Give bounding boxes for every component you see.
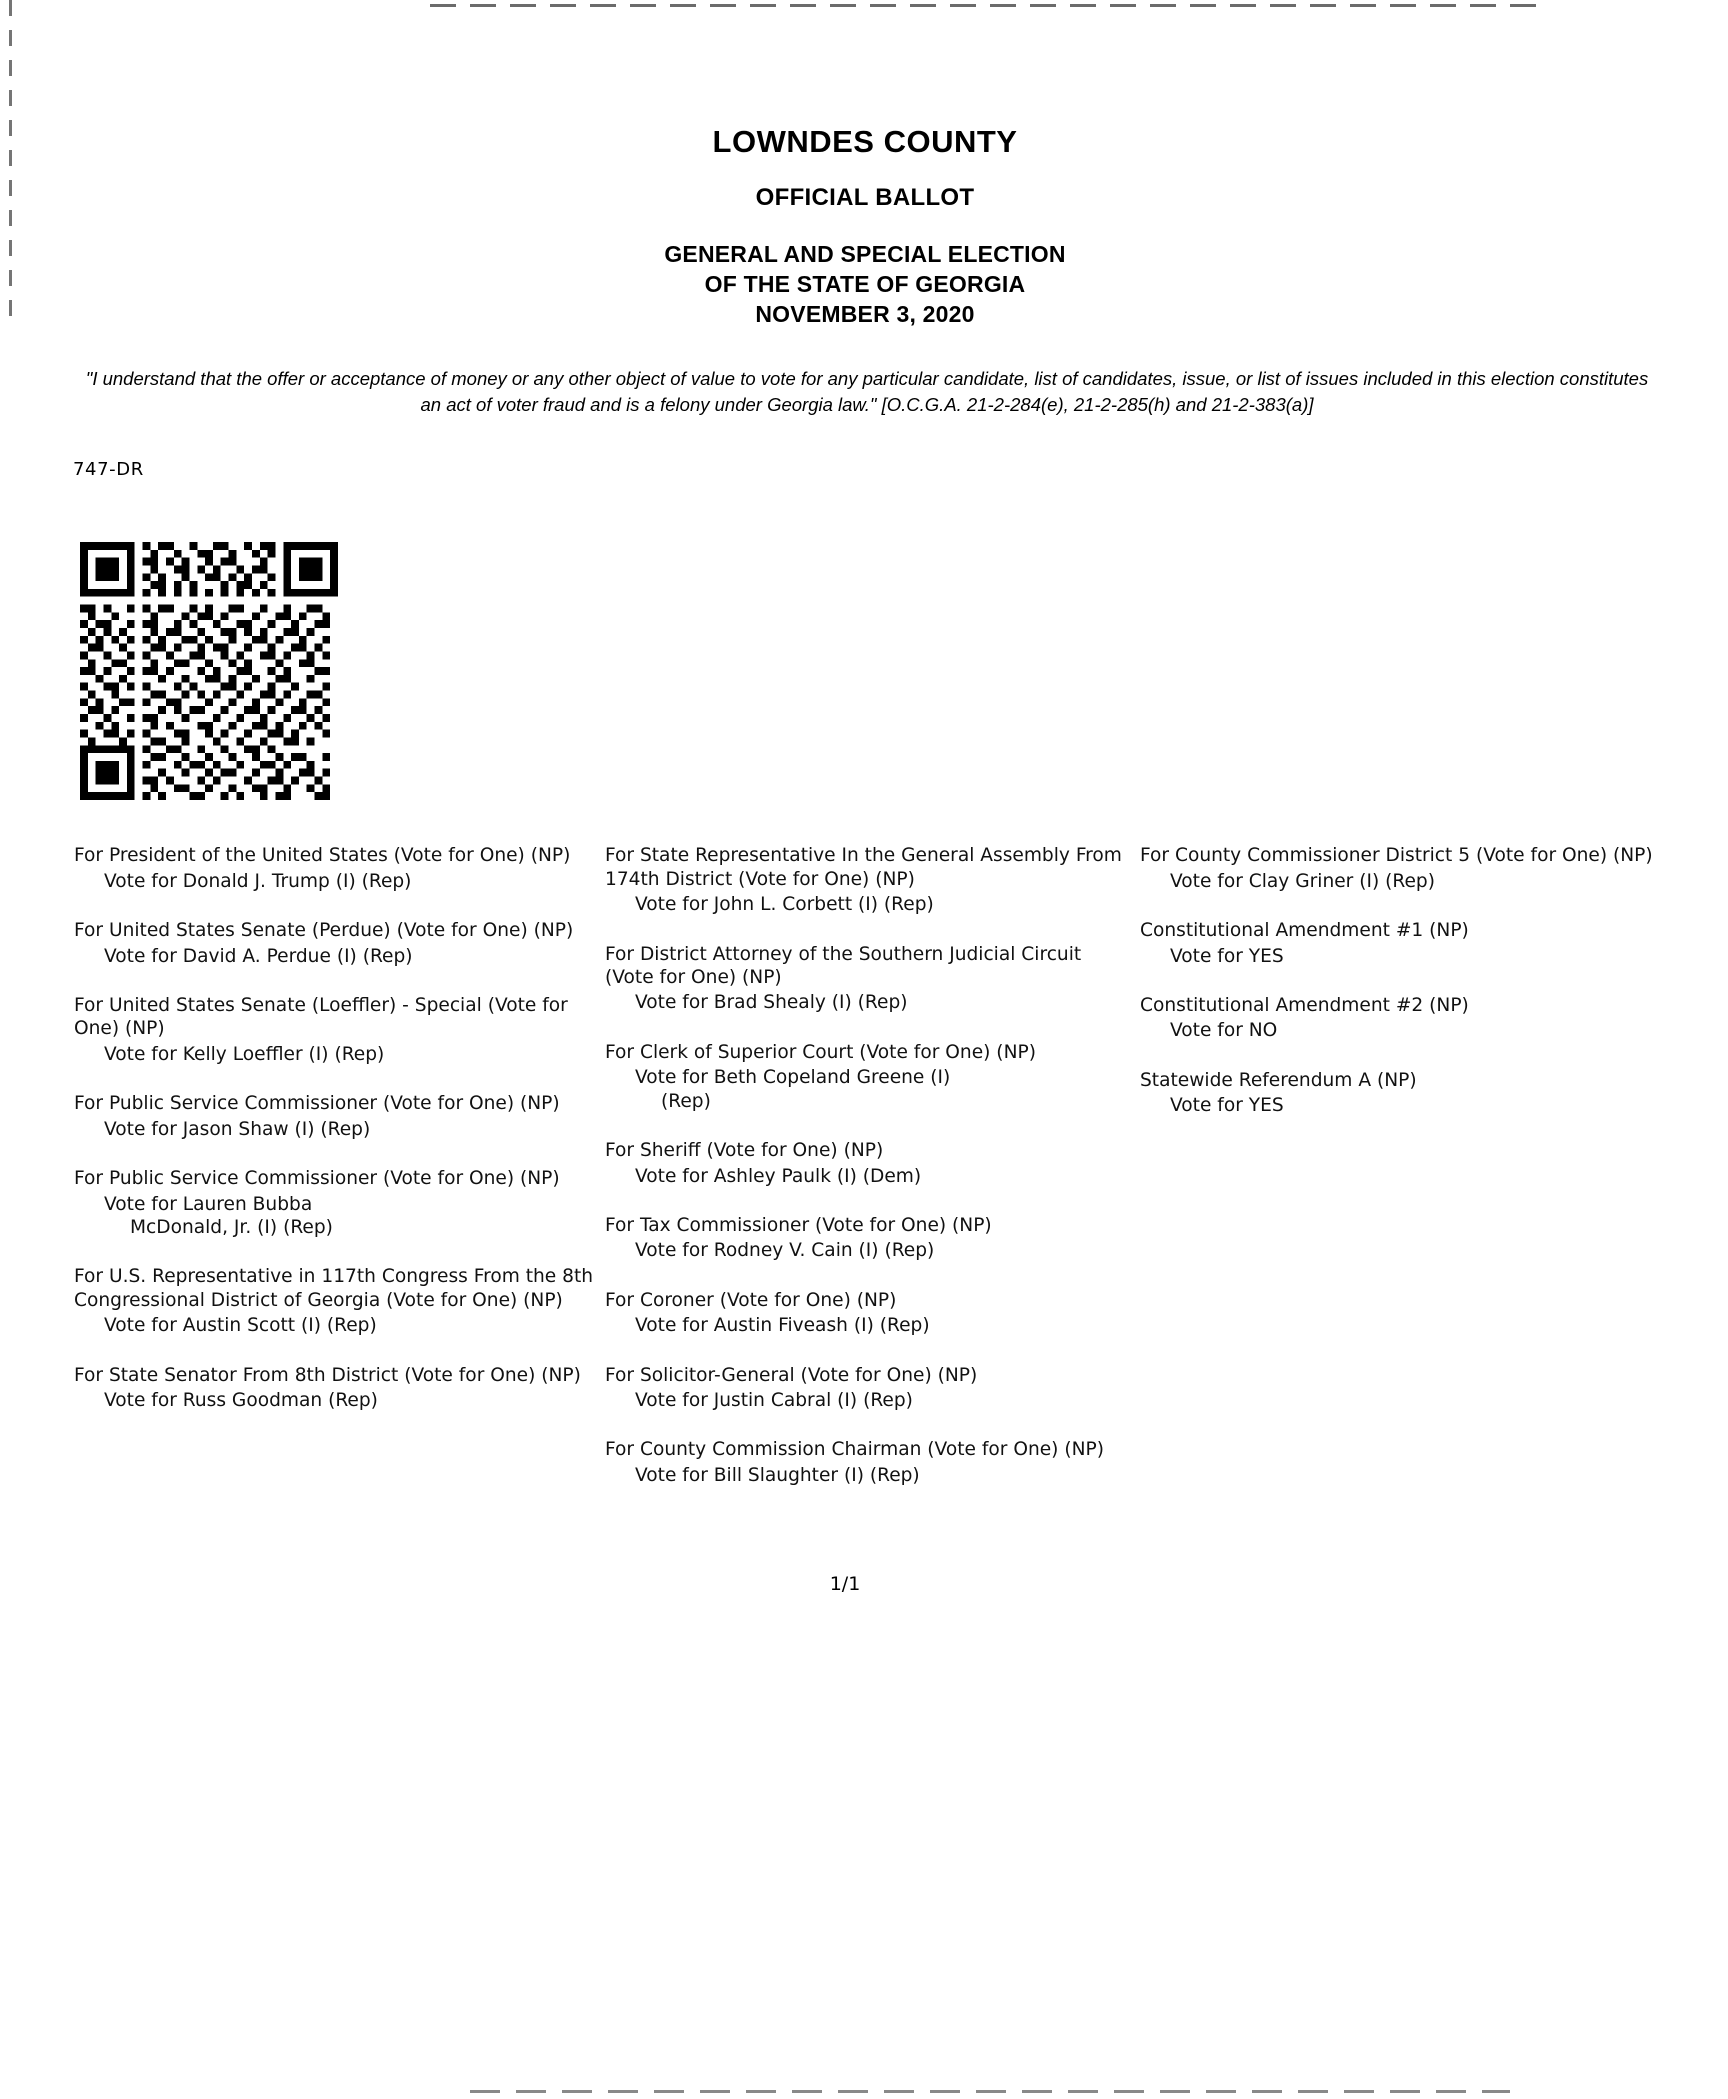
contest-clerk-superior-court — [605, 1041, 1130, 1113]
contest-sheriff — [605, 1139, 1130, 1188]
contest-title: For State Representative In the General Assembly From 174th District (Vote for One) (NP) — [605, 845, 1122, 890]
county-title: LOWNDES COUNTY — [712, 124, 1018, 159]
page-number: 1/1 — [829, 1573, 861, 1596]
contest-county-commissioner-district-5 — [1140, 844, 1670, 893]
contest-president — [74, 844, 597, 893]
contest-choice: Vote for YES — [1170, 945, 1284, 967]
contest-choice — [74, 1193, 597, 1240]
contest-choice-continuation: McDonald, Jr. (I) (Rep) — [130, 1216, 333, 1238]
contest-us-representative — [74, 1265, 597, 1337]
ballot-style-id: 747-DR — [73, 459, 144, 481]
election-title-line-1: GENERAL AND SPECIAL ELECTION — [664, 241, 1066, 267]
contest-choice-continuation: (Rep) — [661, 1090, 711, 1112]
contest-title: Statewide Referendum A (NP) — [1140, 1069, 1417, 1091]
official-ballot-title: OFFICIAL BALLOT — [755, 184, 975, 211]
contest-choice: Vote for Ashley Paulk (I) (Dem) — [635, 1165, 922, 1187]
qr-code-icon — [74, 542, 344, 800]
contest-solicitor-general — [605, 1364, 1130, 1413]
contest-title: For United States Senate (Perdue) (Vote for One) (NP) — [74, 920, 574, 942]
contest-title: For District Attorney of the Southern Judicial Circuit (Vote for One) (NP) — [605, 943, 1082, 988]
contest-title: For President of the United States (Vote for One) (NP) — [74, 845, 571, 867]
contest-district-attorney — [605, 943, 1130, 1015]
contest-coroner — [605, 1289, 1130, 1338]
contest-choice — [605, 1066, 1130, 1113]
contest-choice: Vote for Justin Cabral (I) (Rep) — [635, 1390, 913, 1412]
contest-title: For U.S. Representative in 117th Congress From the 8th Congressional District of Georgia (Vote for One) (NP) — [74, 1266, 594, 1311]
contest-choice: Vote for YES — [1170, 1095, 1284, 1117]
election-date: NOVEMBER 3, 2020 — [755, 300, 975, 327]
voter-fraud-oath-text: "I understand that the offer or acceptance of money or any other object of value to vote for any particular candidate, list of candidates, issue, or list of issues included in this election constitutes an act of voter fraud and is a felony under Georgia law." [O.C.G.A. 21-2-284(e), 21-2-285(h) and 21-2-383(a)] — [85, 367, 1649, 416]
contest-state-representative — [605, 844, 1130, 916]
contest-choice: Vote for Austin Fiveash (I) (Rep) — [635, 1315, 930, 1337]
contest-choice: Vote for Clay Griner (I) (Rep) — [1170, 870, 1435, 892]
ballot-header — [60, 124, 1670, 330]
contest-title: Constitutional Amendment #1 (NP) — [1140, 920, 1469, 942]
contest-choice-text: Vote for Beth Copeland Greene (I) — [635, 1067, 951, 1089]
qr-code-container — [74, 542, 1670, 804]
contest-title: For Solicitor-General (Vote for One) (NP) — [605, 1364, 978, 1386]
scan-edge-marks-bottom — [470, 2090, 1510, 2093]
election-title-line-2: OF THE STATE OF GEORGIA — [704, 270, 1026, 297]
contest-choice: Vote for David A. Perdue (I) (Rep) — [104, 945, 413, 967]
contest-title: For Clerk of Superior Court (Vote for One) (NP) — [605, 1041, 1036, 1063]
contest-column-1 — [60, 844, 605, 1438]
contest-choice: Vote for Russ Goodman (Rep) — [104, 1390, 378, 1412]
contest-tax-commissioner — [605, 1214, 1130, 1263]
election-title — [60, 240, 1670, 330]
contest-public-service-commissioner-2 — [74, 1167, 597, 1239]
ballot-content — [60, 0, 1670, 1595]
contest-statewide-referendum-a — [1140, 1069, 1670, 1118]
contest-constitutional-amendment-2 — [1140, 994, 1670, 1043]
contest-choice-text: Vote for Lauren Bubba — [104, 1193, 313, 1215]
contest-title: For Tax Commissioner (Vote for One) (NP) — [605, 1214, 992, 1236]
contest-title: For Public Service Commissioner (Vote for One) (NP) — [74, 1093, 560, 1115]
contest-us-senate-loeffler — [74, 994, 597, 1066]
contest-columns — [60, 844, 1670, 1513]
contest-title: For United States Senate (Loeffler) - Special (Vote for One) (NP) — [74, 994, 568, 1040]
contest-choice: Vote for Donald J. Trump (I) (Rep) — [104, 870, 412, 892]
contest-column-3 — [1140, 844, 1670, 1143]
scan-edge-marks-left — [9, 0, 12, 320]
contest-county-commission-chairman — [605, 1438, 1130, 1487]
contest-choice: Vote for Austin Scott (I) (Rep) — [104, 1315, 377, 1337]
contest-choice: Vote for Kelly Loeffler (I) (Rep) — [104, 1043, 385, 1065]
contest-choice: Vote for NO — [1170, 1020, 1278, 1042]
contest-title: For State Senator From 8th District (Vote for One) (NP) — [74, 1364, 581, 1386]
contest-choice: Vote for Rodney V. Cain (I) (Rep) — [635, 1240, 935, 1262]
contest-column-2 — [605, 844, 1140, 1513]
contest-us-senate-perdue — [74, 919, 597, 968]
contest-choice: Vote for John L. Corbett (I) (Rep) — [635, 894, 934, 916]
contest-choice: Vote for Brad Shealy (I) (Rep) — [635, 992, 908, 1014]
contest-title: For County Commission Chairman (Vote for One) (NP) — [605, 1439, 1104, 1461]
contest-choice: Vote for Bill Slaughter (I) (Rep) — [635, 1464, 920, 1486]
contest-state-senator — [74, 1364, 597, 1413]
contest-constitutional-amendment-1 — [1140, 919, 1670, 968]
contest-public-service-commissioner-1 — [74, 1092, 597, 1141]
contest-title: Constitutional Amendment #2 (NP) — [1140, 994, 1469, 1016]
contest-title: For Public Service Commissioner (Vote for One) (NP) — [74, 1168, 560, 1190]
contest-title: For Sheriff (Vote for One) (NP) — [605, 1140, 884, 1162]
contest-title: For Coroner (Vote for One) (NP) — [605, 1289, 897, 1311]
contest-title: For County Commissioner District 5 (Vote for One) (NP) — [1140, 845, 1653, 867]
contest-choice: Vote for Jason Shaw (I) (Rep) — [104, 1118, 371, 1140]
